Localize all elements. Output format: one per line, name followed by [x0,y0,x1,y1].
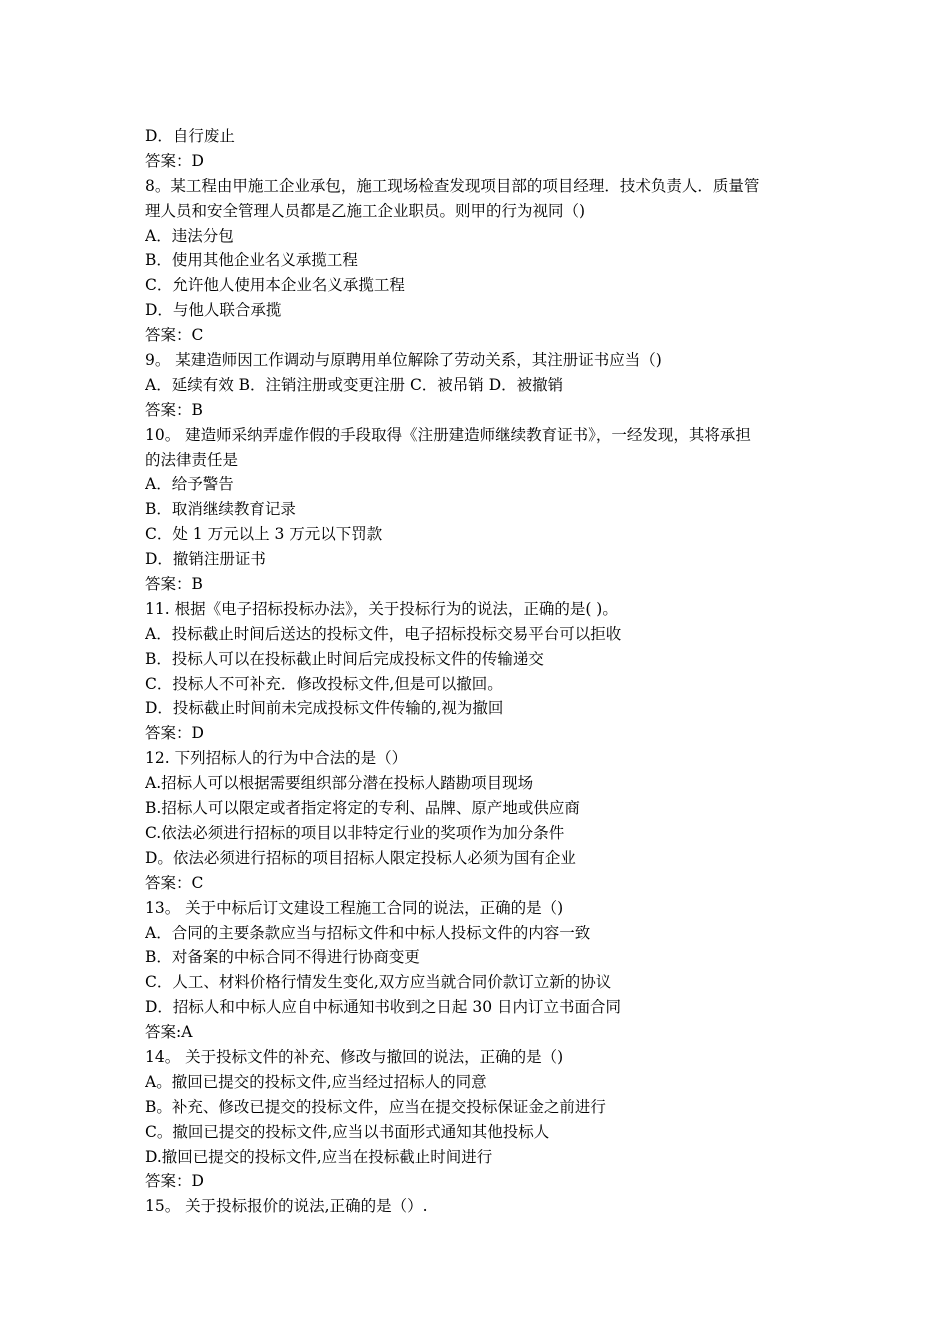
text-line: C．人工、材料价格行情发生变化,双方应当就合同价款订立新的协议 [145,973,612,992]
text-line: 答案：D [145,724,204,743]
text-line: B．投标人可以在投标截止时间后完成投标文件的传输递交 [145,649,544,668]
text-line: 13。 关于中标后订文建设工程施工合同的说法，正确的是（) [145,898,564,917]
text-line: D.撤回已提交的投标文件,应当在投标截止时间进行 [145,1147,493,1166]
text-line: B．取消继续教育记录 [145,500,296,519]
text-line: 理人员和安全管理人员都是乙施工企业职员。则甲的行为视同（) [145,201,586,220]
text-line: 答案：D [145,151,204,170]
text-line: 答案：D [145,1172,204,1191]
text-line: D．与他人联合承揽 [145,301,282,320]
text-line: A.招标人可以根据需要组织部分潜在投标人踏勘项目现场 [145,774,534,793]
text-line: B。补充、修改已提交的投标文件，应当在提交投标保证金之前进行 [145,1097,606,1116]
text-line: C．允许他人使用本企业名义承揽工程 [145,276,405,295]
text-line: D．自行废止 [145,127,235,145]
text-line: 答案：C [145,873,204,892]
text-line: C．处 1 万元以上 3 万元以下罚款 [145,525,383,544]
text-line: D．投标截止时间前未完成投标文件传输的,视为撤回 [145,699,504,718]
text-line: 8。某工程由甲施工企业承包，施工现场检查发现项目部的项目经理．技术负责人．质量管 [145,176,760,195]
text-line: C.依法必须进行招标的项目以非特定行业的奖项作为加分条件 [145,823,565,842]
text-line: A．合同的主要条款应当与招标文件和中标人投标文件的内容一致 [145,923,591,942]
text-line: 9。 某建造师因工作调动与原聘用单位解除了劳动关系，其注册证书应当（) [145,351,662,370]
text-line: B．对备案的中标合同不得进行协商变更 [145,948,420,967]
text-line: A．给予警告 [145,475,234,494]
text-line: B.招标人可以限定或者指定将定的专利、品牌、原产地或供应商 [145,799,580,818]
text-line: B．使用其他企业名义承揽工程 [145,251,358,270]
text-line: 答案：C [145,326,204,345]
text-line: D．撤销注册证书 [145,550,266,569]
text-line: 答案：B [145,400,203,419]
text-line: 15。 关于投标报价的说法,正确的是（）. [145,1197,428,1216]
text-line: D。依法必须进行招标的项目招标人限定投标人必须为国有企业 [145,848,576,867]
text-line: 的法律责任是 [145,450,239,469]
document-body [145,124,825,1219]
text-line: 12. 下列招标人的行为中合法的是（） [145,749,408,768]
text-line: A。撤回已提交的投标文件,应当经过招标人的同意 [145,1072,487,1091]
text-line: D．招标人和中标人应自中标通知书收到之日起 30 日内订立书面合同 [145,998,622,1017]
text-line: A．投标截止时间后送达的投标文件，电子招标投标交易平台可以拒收 [145,624,622,643]
text-line: 10。 建造师采纳弄虚作假的手段取得《注册建造师继续教育证书》，一经发现，其将承担 [145,425,751,444]
text-line: 14。 关于投标文件的补充、修改与撤回的说法，正确的是（) [145,1047,564,1066]
text-line: 11. 根据《电子招标投标办法》，关于投标行为的说法，正确的是( )。 [145,599,618,618]
text-line: C．投标人不可补充．修改投标文件,但是可以撤回。 [145,674,503,693]
text-line: A．违法分包 [145,226,234,245]
text-line: 答案：B [145,575,203,594]
text-line: 答案:A [145,1023,193,1042]
text-line: C。撤回已提交的投标文件,应当以书面形式通知其他投标人 [145,1122,550,1141]
text-line: A．延续有效 B．注销注册或变更注册 C．被吊销 D．被撤销 [145,375,564,394]
